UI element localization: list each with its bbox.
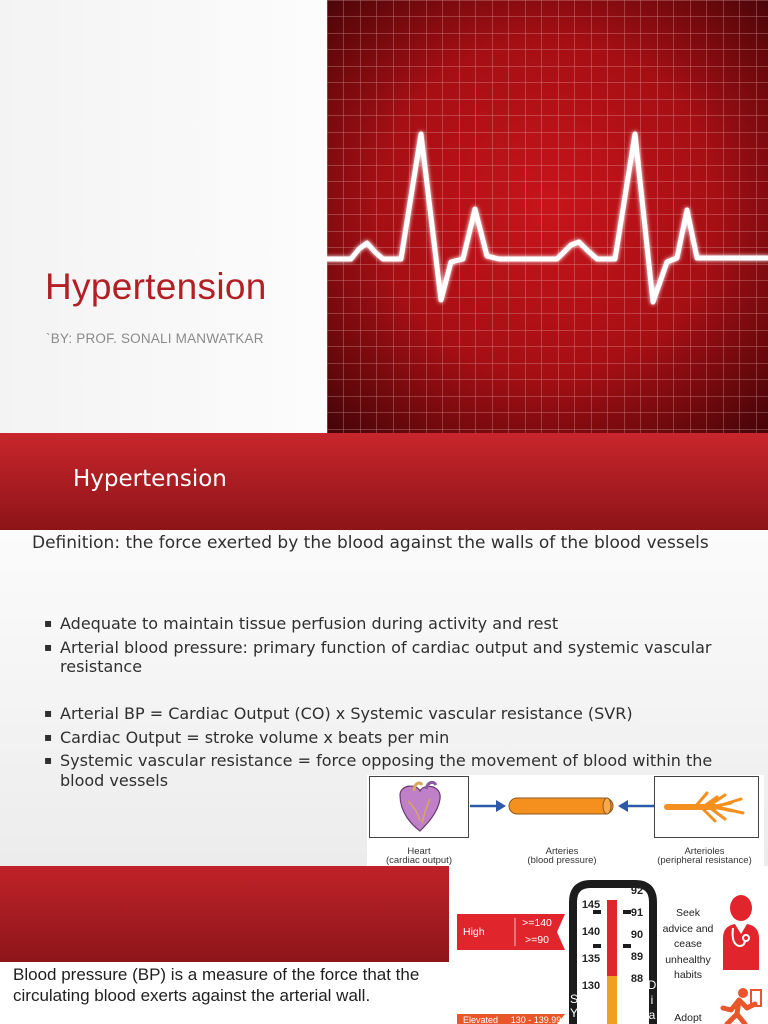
- arteries-label: Arteries: [545, 846, 579, 857]
- bullet-icon: ▪: [44, 729, 53, 744]
- heart-label: Heart: [407, 846, 431, 857]
- systolic-letter: Y: [569, 1006, 578, 1020]
- diastolic-vertical-label: [647, 978, 657, 1023]
- bullet-list-1: [44, 614, 720, 681]
- list-item: [44, 614, 720, 634]
- running-person-icon: [717, 988, 763, 1024]
- gauge-left-scale: [579, 892, 603, 1000]
- gauge-number: 90: [630, 929, 644, 941]
- list-item-text: Adequate to maintain tissue perfusion during activity and rest: [60, 614, 559, 633]
- arterioles-label: Arterioles: [684, 846, 725, 857]
- arteries-caption: [507, 847, 617, 865]
- elevated-range: 130 - 139.99: [510, 1015, 562, 1024]
- high-label: High: [463, 926, 485, 938]
- ecg-grid: [327, 0, 768, 433]
- arteries-sublabel: (blood pressure): [527, 855, 597, 866]
- gauge-number: 140: [581, 926, 601, 938]
- arterioles-sublabel: (peripheral resistance): [657, 855, 752, 866]
- gauge-number: 91: [630, 907, 644, 919]
- heart-sublabel: (cardiac output): [385, 855, 452, 866]
- slide-title: Hypertension: [45, 266, 267, 307]
- bullet-icon: ▪: [44, 616, 53, 630]
- systolic-vertical-label: [569, 992, 579, 1020]
- arrow-right-icon: [470, 799, 506, 813]
- list-item: [44, 638, 720, 677]
- definition-slide: [0, 433, 768, 866]
- systolic-letter: S: [569, 992, 578, 1006]
- arterioles-caption: [645, 847, 764, 865]
- doctor-icon: [721, 894, 761, 970]
- title-slide: [0, 0, 768, 433]
- high-diastolic: >=90: [525, 934, 549, 946]
- list-item: [44, 704, 720, 724]
- list-item-text: Systemic vascular resistance = force opposing the movement of blood within the blood vessels: [60, 751, 713, 790]
- arrow-left-icon: [618, 799, 654, 813]
- diastolic-letter: a: [648, 1008, 656, 1022]
- author-byline: `BY: PROF. SONALI MANWATKAR: [46, 331, 264, 346]
- bp-infographic: [449, 866, 768, 1024]
- slide-header-banner: [0, 433, 768, 530]
- slide-header-banner: [0, 866, 449, 962]
- arterioles-box: [654, 776, 759, 838]
- bullet-icon: ▪: [44, 706, 53, 720]
- gauge-number: 145: [581, 899, 601, 911]
- heart-caption: [369, 847, 469, 865]
- gauge-number: 92: [630, 885, 644, 897]
- elevated-label: Elevated: [463, 1015, 499, 1024]
- bullet-icon: ▪: [44, 639, 53, 654]
- bp-definition-text: Blood pressure (BP) is a measure of the force that the circulating blood exerts against the arterial wall.: [13, 965, 420, 1005]
- advice-elevated-text: Adopt: [674, 1012, 702, 1024]
- gauge-number: 130: [581, 980, 601, 992]
- list-item: [44, 728, 720, 748]
- high-systolic: >=140: [522, 917, 552, 929]
- list-item-text: Cardiac Output = stroke volume x beats per min: [60, 727, 450, 747]
- gauge-number: 88: [630, 973, 644, 985]
- ecg-heartbeat-image: [327, 0, 768, 433]
- diastolic-letter: i: [650, 993, 654, 1007]
- circulation-diagram: [367, 775, 764, 866]
- heart-box: [369, 776, 469, 838]
- definition-text: Definition: the force exerted by the blood against the walls of the blood vessels: [32, 533, 709, 553]
- diastolic-letter: D: [647, 978, 657, 992]
- list-item-text: Arterial BP = Cardiac Output (CO) x Systemic vascular resistance (SVR): [60, 704, 633, 723]
- bullet-icon: ▪: [44, 753, 53, 767]
- blood-pressure-slide: [0, 866, 768, 1024]
- gauge-right-scale: [626, 880, 648, 990]
- artery-tube-icon: [507, 795, 617, 817]
- gauge-number: 135: [581, 953, 601, 965]
- slide-heading: Hypertension: [73, 466, 227, 492]
- heart-icon: [370, 777, 468, 837]
- arterioles-icon: [655, 777, 758, 837]
- advice-high-text: Seek advice and cease unhealthy habits: [662, 907, 714, 981]
- gauge-number: 89: [630, 951, 644, 963]
- list-item-text: Arterial blood pressure: primary function of cardiac output and systemic vascular resistance: [60, 637, 712, 676]
